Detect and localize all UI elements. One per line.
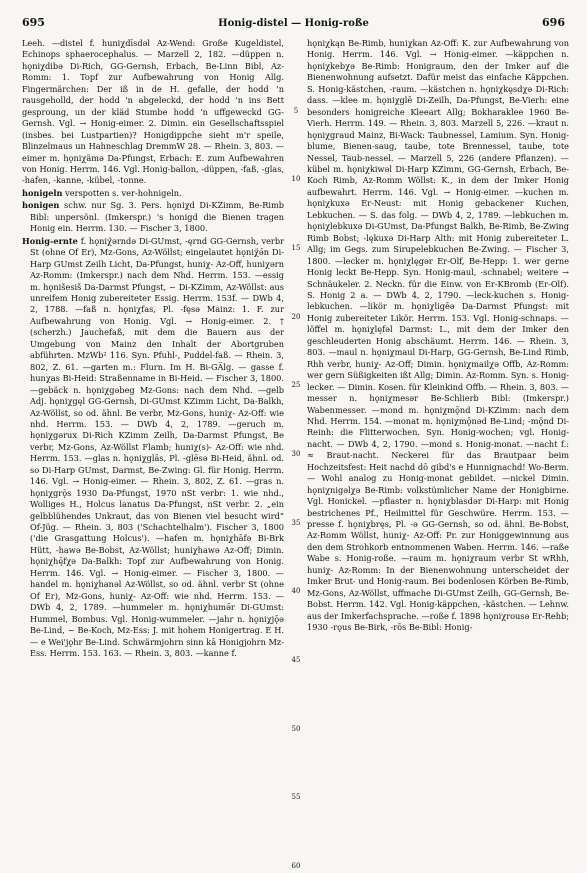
entry-headword: honigen bbox=[22, 200, 60, 211]
line-number: 50 bbox=[291, 725, 301, 733]
page-header bbox=[22, 16, 565, 32]
left-column bbox=[22, 38, 284, 659]
line-number: 20 bbox=[291, 313, 301, 321]
line-number: 10 bbox=[291, 175, 301, 183]
line-number: 25 bbox=[291, 381, 301, 389]
left-page-number: 695 bbox=[22, 16, 45, 29]
entry-text: verspotten s. ver-hohnigeln. bbox=[65, 187, 182, 198]
running-title: Honig-distel — Honig-roße bbox=[218, 18, 369, 29]
line-number: 55 bbox=[291, 793, 301, 801]
entry-honigeln bbox=[22, 188, 284, 199]
line-number: 45 bbox=[291, 656, 301, 664]
entry-headword: honigeln bbox=[22, 187, 63, 198]
entry-headword: Honig-ernte bbox=[22, 235, 78, 246]
line-number: 15 bbox=[291, 244, 301, 252]
right-page-number: 696 bbox=[542, 16, 565, 29]
entry-text: hǫniχkąn Be-Rimb, huniχkan Az-Off: K. zur Aufbewahrung von Honig. Herrm. 146. Vgl. → Honig-eimer. —käppchen n. hǫniχkebχǝ Be-Rimb: Honigraum, den der Imker auf die Bienenwohnung aufsetzt. Dafür meist das einfache Käppchen. S. Honig-kästchen, -raum. —kästchen n. hǫniχkęsdχǝ Di-Rich: dass. —klee m. hǫniχglē Di-Zeilh, Da-Pfungst, Be-Vierh: eine besonders honigreiche Kleeart Allg; Bokharaklee 1960 Be-Vierh. Herrm. 149. — Rhein. 3, 803. Marzell 5, 226. —kraut n. hǫniχgraud Mainz, Bi-Wack: Taubnessel, Lamium. Syn. Honig-blume, Bienen-saug, taube, tote Brennessel, taube, tote Nessel, Taub-nessel. — Marzell 5, 226 (andere Pflanzen). —kübel m. hǫniχkiwǝl Di-Harp KZimm, GG-Gernsh, Erbach, Be-Koch Rimb, Az-Romm Wöllst: K., in dem der Imker Honig aufbewahrt. Herrm. 146. Vgl. → Honig-eimer. —kuchen m. hǫniχkuxǝ Er-Neust: mit Honig gebackener Kuchen, Lebkuchen. — S. das folg. — DWb 4, 2, 1789. —lebkuchen m. hǫniχlebkuxǝ Di-GUmst, Da-Pfungst Balkh, Be-Rimb, Be-Zwing Rimb Bobst; -lękuxǝ Di-Harp Alth: mit Honig zubereiteter L. Allg; im Gegs. zum Sirupelebkuchen Be-Zwing. — Fischer 3, 1800. —lecker m. hǫniχlęgǝr Er-Olf, Be-Hepp: 1. wer gerne Honig leckt Be-Hepp. Syn. Honig-maul, -schnabel; weitere → Schnäukeler. 2. Neckn. für die Einw. von Er-KBromb (Er-Olf). S. Honig 2 a. — DWb 4, 2, 1790. —leck-kuchen s. Honig-lebkuchen. —likör m. hǫniχligēǝ Da-Darmst Pfungst: mit Honig zubereiteter Likör. Herrm. 153. Vgl. Honig-schnaps. —löffel m. hǫniχlęfǝl Darmst: L., mit dem der Imker den geschleuderten Honig abschäumt. Herrm. 146. — Rhein. 3, 803. —maul n. hǫniχmaul Di-Harp, GG-Gernsh, Be-Lind Rimb, Rhh verbr, huniχ- Az-Off; Dimin. hǫniχmailχǝ Offb, Az-Romm: wer gern Süßigkeiten ißt Allg; Dimin. Az-Romm. Syn. s. Honig-lecker. — Dimin. Kosen. für Kleinkind Offb. — Rhein. 3, 803. —messer n. hǫniχmesǝr Be-Schlierb Bibl: (Imkerspr.) Wabenmesser. —mond m. hǫniχmǭnd Di-KZimm: nach dem Nhd. Herrm. 154. —monat m. hǫniχmǭnǝd Be-Lind; -mǭnd Di-Reinh: die Flitterwochen. Syn. Honig-wochen; vgl. Honig-nacht. — DWb 4, 2, 1790. —mond s. Honig-monat. —nacht f.: ≈ Braut-nacht. Neckerei für das Brautpaar beim Hochzeitsfest: Heit nachd dō gibd's e Hunnignachd! Wo-Berm. — Wohl analog zu Honig-monat gebildet. —nickel Dimin. hǫniχnigǝlχǝ Be-Rimb: volkstümlicher Name der Honigbirne. Vgl. Honickel. —pflaster n. hǫniχblasdǝr Di-Harp: mit Honig bestrichenes Pf., Heilmittel für Geschwüre. Herrm. 153. —presse f. hǫniχbręs, Pl. -ǝ GG-Gernsh, so od. ähnl. Be-Bobst, Az-Romm Wöllst, huniχ- Az-Off: Pr. zur Honiggewinnung aus den dem Strohkorb entnommenen Waben. Herrm. 146. —raße Wabe s. Honig-roße. —raum m. hǫniχraum verbr St wRhh, huniχ- Az-Romm: In der Bienenwohnung unterscheidet der Imker Brut- und Honig-raum. Bei bodenlosen Körben Be-Rimb, Mz-Gons, Az-Wöllst, uffmache Di-GUmst Zeilh, GG-Gernsh, Be-Bobst. Herrm. 142. Vgl. Honig-käppchen, -kästchen. — Lehnw. aus der Imkerfachsprache. —roße f. 1898 hǫniχrousǝ Er-Rehb; 1930 -rǫus Be-Birk, -rōs Be-Bibl: Honig- bbox=[307, 38, 569, 633]
right-column bbox=[307, 38, 569, 634]
line-number: 30 bbox=[291, 450, 301, 458]
entry-continuation bbox=[307, 38, 569, 634]
entry-text: f. hǫniχ̈ǝrndǝ Di-GUmst, -ęrnd GG-Gernsh, verbr St (ohne Of Er), Mz-Gons, Az-Wöllst; eingelautet hǫniχ̈ǝ̄n Di-Harp GUmst Zeilh Licht, Da-Pfungst, huniχ- Az-Off, huniχǝrn Az-Romm: (Imkerspr.) nach dem Nhd. Herrm. 153. —essig m. hǫnišesiš Da-Darmst Pfungst, ~ Di-KZimm, Az-Wöllst: aus unreifem Honig zubereiteter Essig. Herrm. 153f. — DWb 4, 2, 1788. —faß n. hǫniχfas, Pl. -fęsǝ Mainz: 1. F. zur Aufbewahrung von Honig. Vgl. → Honig-eimer. 2. † (scherzh.) Jauchefaß, mit dem die Bauern aus der Umgebung von Mainz den Inhalt der Abortgruben abführten. MzWb² 116. Syn. Pfuhl-, Puddel-faß. — Rhein. 3, 802, Z. 61. —garten m.: Flurn. Im H. Bi-GÄlg. — gasse f. hunχas Bi-Heid: Straßenname in Bi-Heid. — Fischer 3, 1800. —gebäck n. hǫniχgǝbeg Mz-Gons: nach dem Nhd. —gelb Adj. hǫniχgęl GG-Gernsh, Di-GUmst KZimm Licht, Da-Balkh, Az-Wöllst, so od. ähnl. Be verbr, Mz-Gons, huniχ- Az-Off: wie nhd. Herrm. 153. — DWb 4, 2, 1789. —geruch m. hǫniχgǝrux Di-Rich KZimm Zeilh, Da-Darmst Pfungst, Be verbr, Mz-Gons, Az-Wöllst Flamb; huniχ(s)- Az-Off: wie nhd. Herrm. 153. —glas n. hǫniχglās, Pl. -glēsǝ Bi-Heid, ähnl. od. so Di-Harp GUmst, Darmst, Be-Zwing: Gl. für Honig. Herrm. 146. Vgl. → Honig-eimer. — Rhein. 3, 802, Z. 61. —gras n. hǫniχgrǭs 1930 Da-Pfungst, 1970 nSt verbr: 1. wie nhd., Wolliges H., Holcus lanatus Da-Pfungst, nSt verbr. 2. „ein gelbblühendes Unkraut, das von Bienen viel besucht wird“ Of-Jüg. — Rhein. 3, 803 ('Schachtelhalm'). Fischer 3, 1800 ('die Grasgattung Holcus'). —hafen m. hǫniχhāfǝ Bi-Brk Hütt, -hawǝ Be-Bobst, Az-Wöllst; huniχhawǝ Az-Off; Dimin. hǫniχhę̄fχǝ Da-Balkh: Topf zur Aufbewahrung von Honig. Herrm. 146. Vgl. → Honig-eimer. — Fischer 3, 1800. —handel m. hǫniχhanǝl Az-Wöllst, so od. ähnl. verbr St (ohne Of Er), Mz-Gons, huniχ- Az-Off: wie nhd. Herrm. 153. — DWb 4, 2, 1789. —hummeler m. hǫniχhumǝ̄r Di-GUmst: Hummel, Bombus. Vgl. Honig-wummeler. —jahr n. hǫniχjǭǝ Be-Lind, ~ Be-Koch, Mz-Ess: J. mit hohem Honigertrag. E H. — e Wei'jǫhr Be-Lind. Schwärmjohrn sinn kā Honigjohrn Mz-Ess. Herrm. 153. 163. — Rhein. 3, 803. —kanne f. bbox=[30, 235, 284, 659]
entry-continuation bbox=[22, 38, 284, 187]
entry-text: Leeh. —distel f. huniχdīsdǝl Az-Wend: Große Kugeldistel, Echinops sphaerocephalus. — Marzell 2, 182. —düppen n. hǫniχdibǝ Di-Rich, GG-Gernsh, Erbach, Be-Linn Bibl, Az-Romm: 1. Topf zur Aufbewahrung von Honig Allg. Fingermärchen: Der iß in de H. gefalle, der hodd 'n rausgeholld, der hodd 'n abgeleckd, der hodd 'n ins Bett gesproung, un der kläd Stumbe hodd 'n uffgeweckd GG-Gernsh. Vgl. → Honig-eimer. 2. Dimin. ein Gesellschaftsspiel (insbes. bei Lustpartien)? Honigdippche sieht m'r speile, Blinzelmaus un Hahneschlag DremmW 28. — Rhein. 3, 803. —eimer m. hǫniχämǝ Da-Pfungst, Erbach: E. zum Aufbewahren von Honig. Herrm. 146. Vgl. Honig-ballon, -düppen, -faß, -glas, -hafen, -kanne, -kübel, -tonne. bbox=[22, 38, 284, 186]
line-number: 40 bbox=[291, 587, 301, 595]
entry-honig-ernte bbox=[22, 236, 284, 660]
line-number: 35 bbox=[291, 519, 301, 527]
line-number: 5 bbox=[293, 107, 299, 115]
entry-honigen bbox=[22, 200, 284, 234]
line-number: 60 bbox=[291, 862, 301, 870]
entry-text: schw. nur Sg. 3. Pers. hǫniχd Di-KZimm, Be-Rimb Bibl: unpersönl. (Imkerspr.) 's honigd die Bienen tragen Honig ein. Herrm. 130. — Fischer 3, 1800. bbox=[30, 200, 285, 234]
